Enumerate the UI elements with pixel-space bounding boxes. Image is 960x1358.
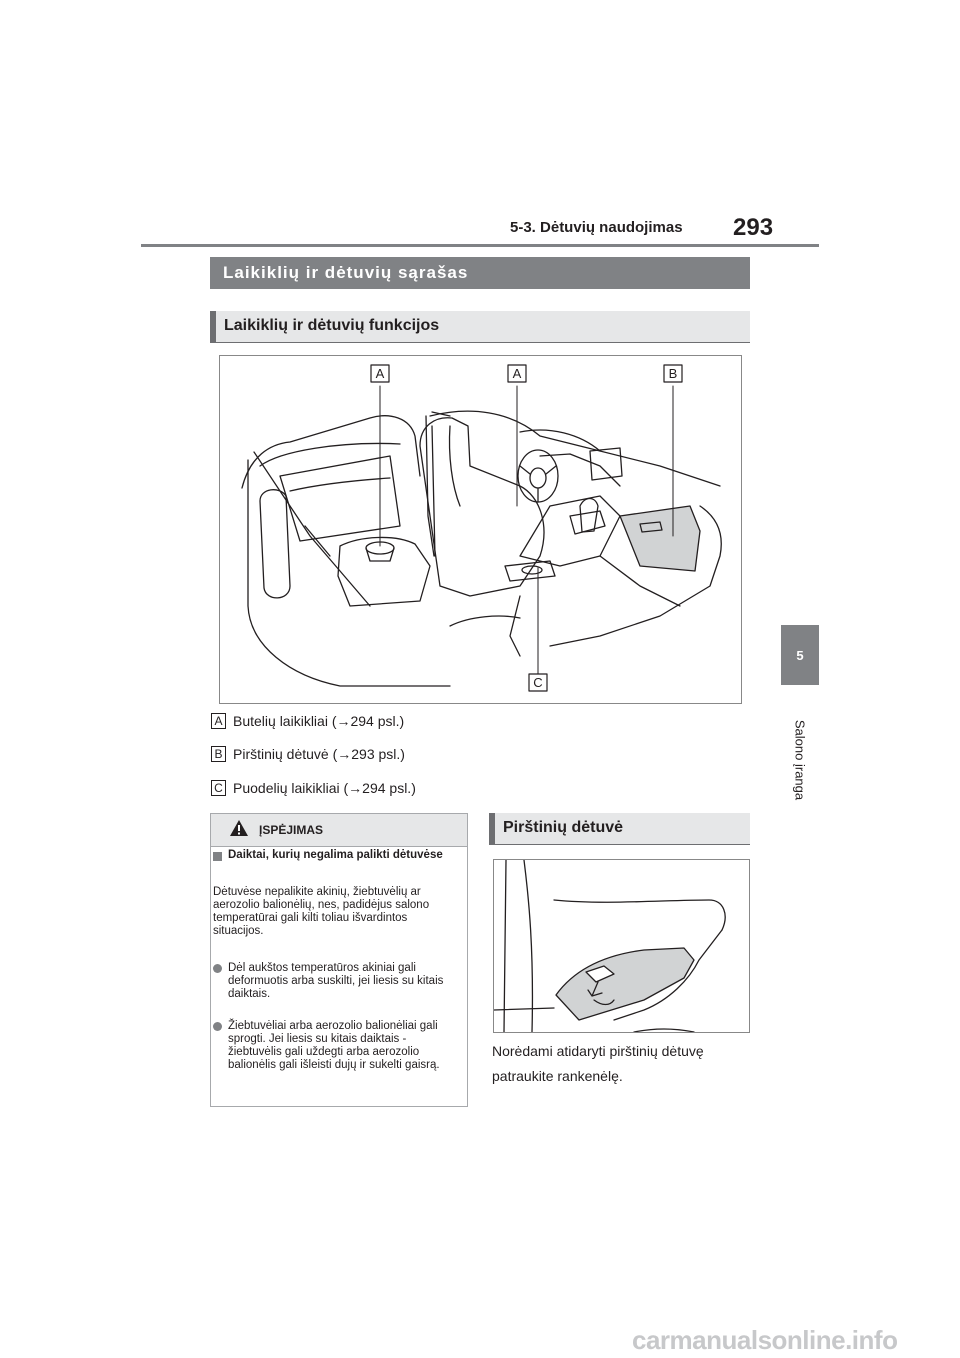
legend-text-b: Pirštinių dėtuvė (→293 psl.)	[233, 746, 405, 762]
chapter-title: Salono įranga	[792, 719, 808, 801]
warning-box	[210, 813, 468, 1107]
legend-text-c: Puodelių laikikliai (→294 psl.)	[233, 780, 416, 796]
legend-item-b	[211, 746, 405, 762]
legend-letter-b: B	[211, 746, 226, 762]
page-number: 293	[733, 214, 774, 241]
legend-text-a: Butelių laikikliai (→294 psl.)	[233, 713, 405, 729]
section-title-bar: Laikiklių ir dėtuvių sąrašas	[210, 257, 750, 289]
warning-bullet-2	[213, 1020, 459, 1072]
warning-heading: Daiktai, kurių negalima palikti dėtuvėse	[228, 849, 443, 861]
warning-intro: Dėtuvėse nepalikite akinių, žiebtuvėlių ar aerozolio balionėlių, nes, padidėjus salono temperatūrai gali kilti toliau išvardintos situacijos.	[213, 886, 430, 937]
callout-b: B	[668, 366, 678, 381]
watermark: carmanualsonline.info	[632, 1325, 898, 1355]
warning-triangle-icon	[229, 819, 249, 842]
legend-item-c	[211, 780, 416, 796]
subsection-title-functions: Laikiklių ir dėtuvių funkcijos	[210, 311, 750, 343]
legend-item-a	[211, 713, 404, 729]
glovebox-illustration	[493, 859, 750, 1033]
warning-heading-row	[213, 849, 459, 862]
glovebox-instruction-line-2: patraukite rankenėlę.	[492, 1068, 623, 1084]
warning-bullet-1	[213, 962, 459, 1001]
warning-title: ĮSPĖJIMAS	[259, 823, 324, 837]
round-bullet-icon	[213, 964, 222, 973]
glovebox-instruction-line-1: Norėdami atidaryti pirštinių dėtuvę	[492, 1043, 704, 1059]
legend-letter-a: A	[211, 713, 226, 729]
callout-a-2: A	[512, 366, 522, 381]
interior-drawing	[220, 356, 741, 703]
header-rule	[141, 244, 819, 247]
legend-letter-c: C	[211, 780, 226, 796]
interior-illustration	[219, 355, 742, 704]
warning-bullet-2-text: Žiebtuvėliai arba aerozolio balionėliai gali sprogti. Jei liesis su kitais daiktais - žiebtuvėlis gali uždegti arba aerozolio balionėlis gali išleisti dujų ir sukelti gaisrą.	[228, 1020, 440, 1071]
subsection-title-glovebox: Pirštinių dėtuvė	[489, 813, 750, 845]
chapter-number: 5	[796, 647, 804, 663]
round-bullet-icon	[213, 1022, 222, 1031]
callout-a-1: A	[375, 366, 385, 381]
glovebox-instructions	[492, 1039, 704, 1089]
chapter-tab	[781, 625, 819, 685]
warning-header	[211, 814, 467, 847]
glovebox-drawing	[494, 860, 749, 1032]
warning-bullet-1-text: Dėl aukštos temperatūros akiniai gali deformuotis arba suskilti, jei liesis su kitais daiktais.	[228, 962, 444, 1000]
square-bullet-icon	[213, 852, 222, 861]
callout-c: C	[533, 675, 543, 690]
section-header: 5-3. Dėtuvių naudojimas	[510, 219, 683, 236]
